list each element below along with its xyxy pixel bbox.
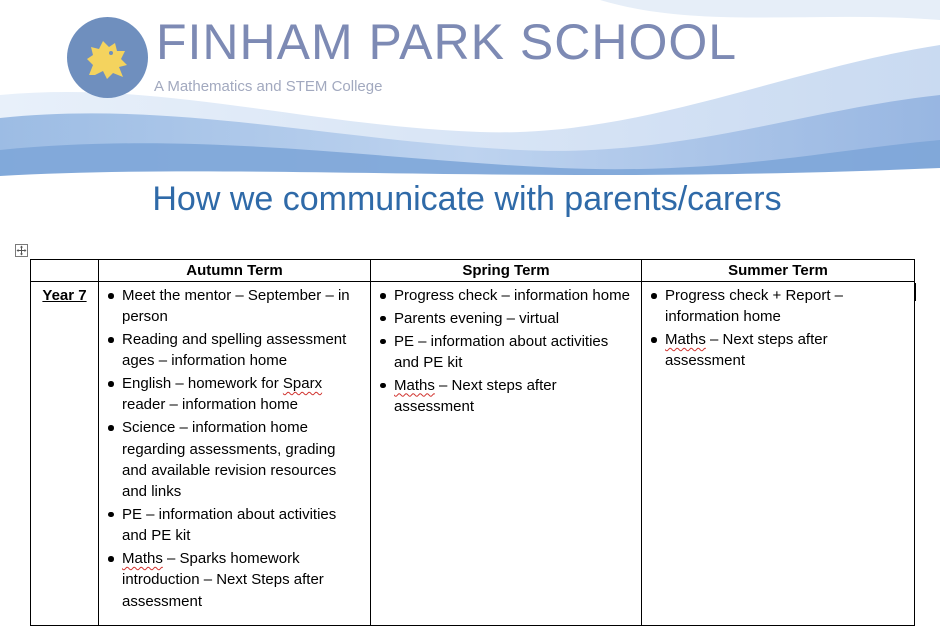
spring-cell[interactable] bbox=[371, 282, 642, 626]
summer-list bbox=[642, 282, 914, 372]
autumn-cell[interactable] bbox=[99, 282, 371, 626]
spring-list bbox=[371, 282, 641, 417]
header-spring-term: Spring Term bbox=[371, 260, 642, 282]
list-item: Progress check + Report – information home bbox=[665, 285, 904, 328]
school-subtitle: A Mathematics and STEM College bbox=[154, 78, 383, 95]
page-header bbox=[0, 0, 940, 185]
school-name: FINHAM PARK SCHOOL bbox=[156, 14, 738, 70]
list-item: Parents evening – virtual bbox=[394, 308, 631, 329]
table-move-handle[interactable] bbox=[15, 244, 28, 257]
header-summer-term: Summer Term bbox=[642, 260, 915, 282]
header-autumn-term: Autumn Term bbox=[99, 260, 371, 282]
list-item: PE – information about activities and PE kit bbox=[122, 504, 360, 547]
page-title: How we communicate with parents/carers bbox=[152, 180, 782, 218]
year-label: Year 7 bbox=[31, 282, 99, 626]
list-item: Progress check – information home bbox=[394, 285, 631, 306]
list-item: Reading and spelling assessment ages – information home bbox=[122, 329, 360, 372]
list-item: Maths – Sparks homework introduction – Next Steps after assessment bbox=[122, 548, 360, 612]
communication-table bbox=[30, 259, 915, 626]
summer-cell[interactable] bbox=[642, 282, 915, 626]
table-row bbox=[31, 282, 915, 626]
list-item: Meet the mentor – September – in person bbox=[122, 285, 360, 328]
list-item: Maths – Next steps after assessment bbox=[394, 375, 631, 418]
text-cursor bbox=[915, 283, 916, 301]
list-item: PE – information about activities and PE kit bbox=[394, 331, 631, 374]
lion-crest-icon bbox=[67, 17, 148, 98]
list-item: English – homework for Sparx reader – information home bbox=[122, 373, 360, 416]
list-item: Science – information home regarding assessments, grading and available revision resources and links bbox=[122, 417, 360, 502]
autumn-list bbox=[99, 282, 370, 612]
header-year bbox=[31, 260, 99, 282]
table-header-row bbox=[31, 260, 915, 282]
move-arrows-icon bbox=[16, 245, 27, 256]
list-item: Maths – Next steps after assessment bbox=[665, 329, 904, 372]
